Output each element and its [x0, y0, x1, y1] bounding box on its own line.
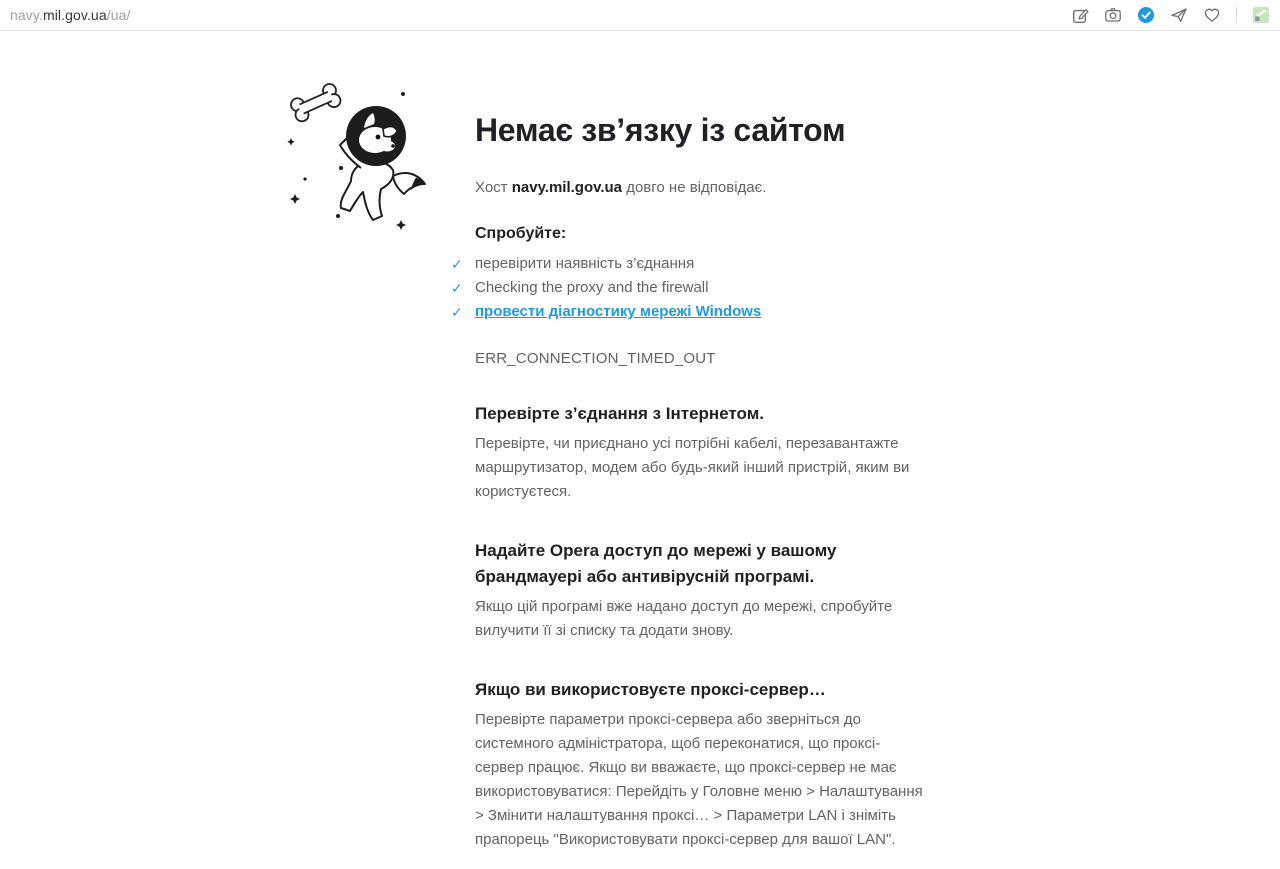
suggestion-item	[451, 276, 927, 300]
section-title: Якщо ви використовуєте проксі-сервер…	[475, 679, 826, 699]
suggestion-label: перевірити наявність з’єднання	[475, 254, 695, 272]
suggestion-item	[451, 252, 927, 276]
url-text[interactable]	[10, 7, 130, 23]
browser-address-bar[interactable]	[0, 0, 1280, 31]
error-code: ERR_CONNECTION_TIMED_OUT	[475, 349, 716, 367]
bookmark-heart-icon[interactable]	[1203, 6, 1221, 24]
suggestion-label: Checking the proxy and the firewall	[475, 278, 709, 296]
section-title: Надайте Opera доступ до мережі у вашому брандмауері або антивірусній програмі.	[475, 540, 837, 586]
check-icon: ✓	[451, 279, 463, 296]
page-title: Немає зв’язку із сайтом	[475, 112, 846, 148]
extension-icon[interactable]	[1252, 6, 1270, 24]
section-title: Перевірте з’єднання з Інтернетом.	[475, 403, 764, 423]
space-dog-illustration	[283, 76, 431, 234]
toolbar-separator	[1236, 7, 1237, 23]
snapshot-camera-icon[interactable]	[1104, 6, 1122, 24]
host-line-prefix: Хост	[475, 178, 512, 196]
suggestions-heading: Спробуйте:	[475, 224, 567, 242]
check-icon: ✓	[451, 303, 463, 320]
section-proxy-server	[475, 677, 927, 852]
address-bar-actions	[1071, 6, 1270, 24]
bone-icon	[289, 82, 343, 123]
check-icon: ✓	[451, 255, 463, 272]
section-body: Якщо цій програмі вже надано доступ до мережі, спробуйте вилучити її зі списку та додати знову.	[475, 597, 893, 639]
host-status-line	[475, 179, 927, 196]
host-line-suffix: довго не відповідає.	[622, 178, 767, 196]
url-subdomain: navy.	[10, 7, 43, 23]
url-host: mil.gov.ua	[42, 7, 107, 23]
network-diagnostics-link[interactable]: провести діагностику мережі Windows	[475, 302, 762, 320]
section-body: Перевірте параметри проксі-сервера або зверніться до системного адміністратора, щоб переконатися, що проксі-сервер працює. Якщо ви вважаєте, що проксі-сервер не має використовуватися: Перейдіть у Головне меню > Налаштування > Змінити налаштування проксі… > Параметри LAN і зніміть прапорець "Використовувати проксі-сервер для вашої LAN".	[475, 710, 923, 848]
section-body: Перевірте, чи приєднано усі потрібні кабелі, перезавантажте маршрутизатор, модем або будь-який інший пристрій, яким ви користуєтеся.	[475, 434, 910, 500]
verified-badge-icon[interactable]	[1137, 6, 1155, 24]
suggestion-item	[451, 300, 927, 324]
error-page-content	[451, 112, 927, 852]
section-firewall-access	[475, 538, 927, 643]
suggestions-list	[451, 252, 927, 324]
section-check-internet	[475, 401, 927, 504]
share-edit-icon[interactable]	[1071, 6, 1089, 24]
my-flow-paper-plane-icon[interactable]	[1170, 6, 1188, 24]
host-line-host: navy.mil.gov.ua	[511, 178, 623, 196]
url-path: /ua/	[106, 7, 131, 23]
